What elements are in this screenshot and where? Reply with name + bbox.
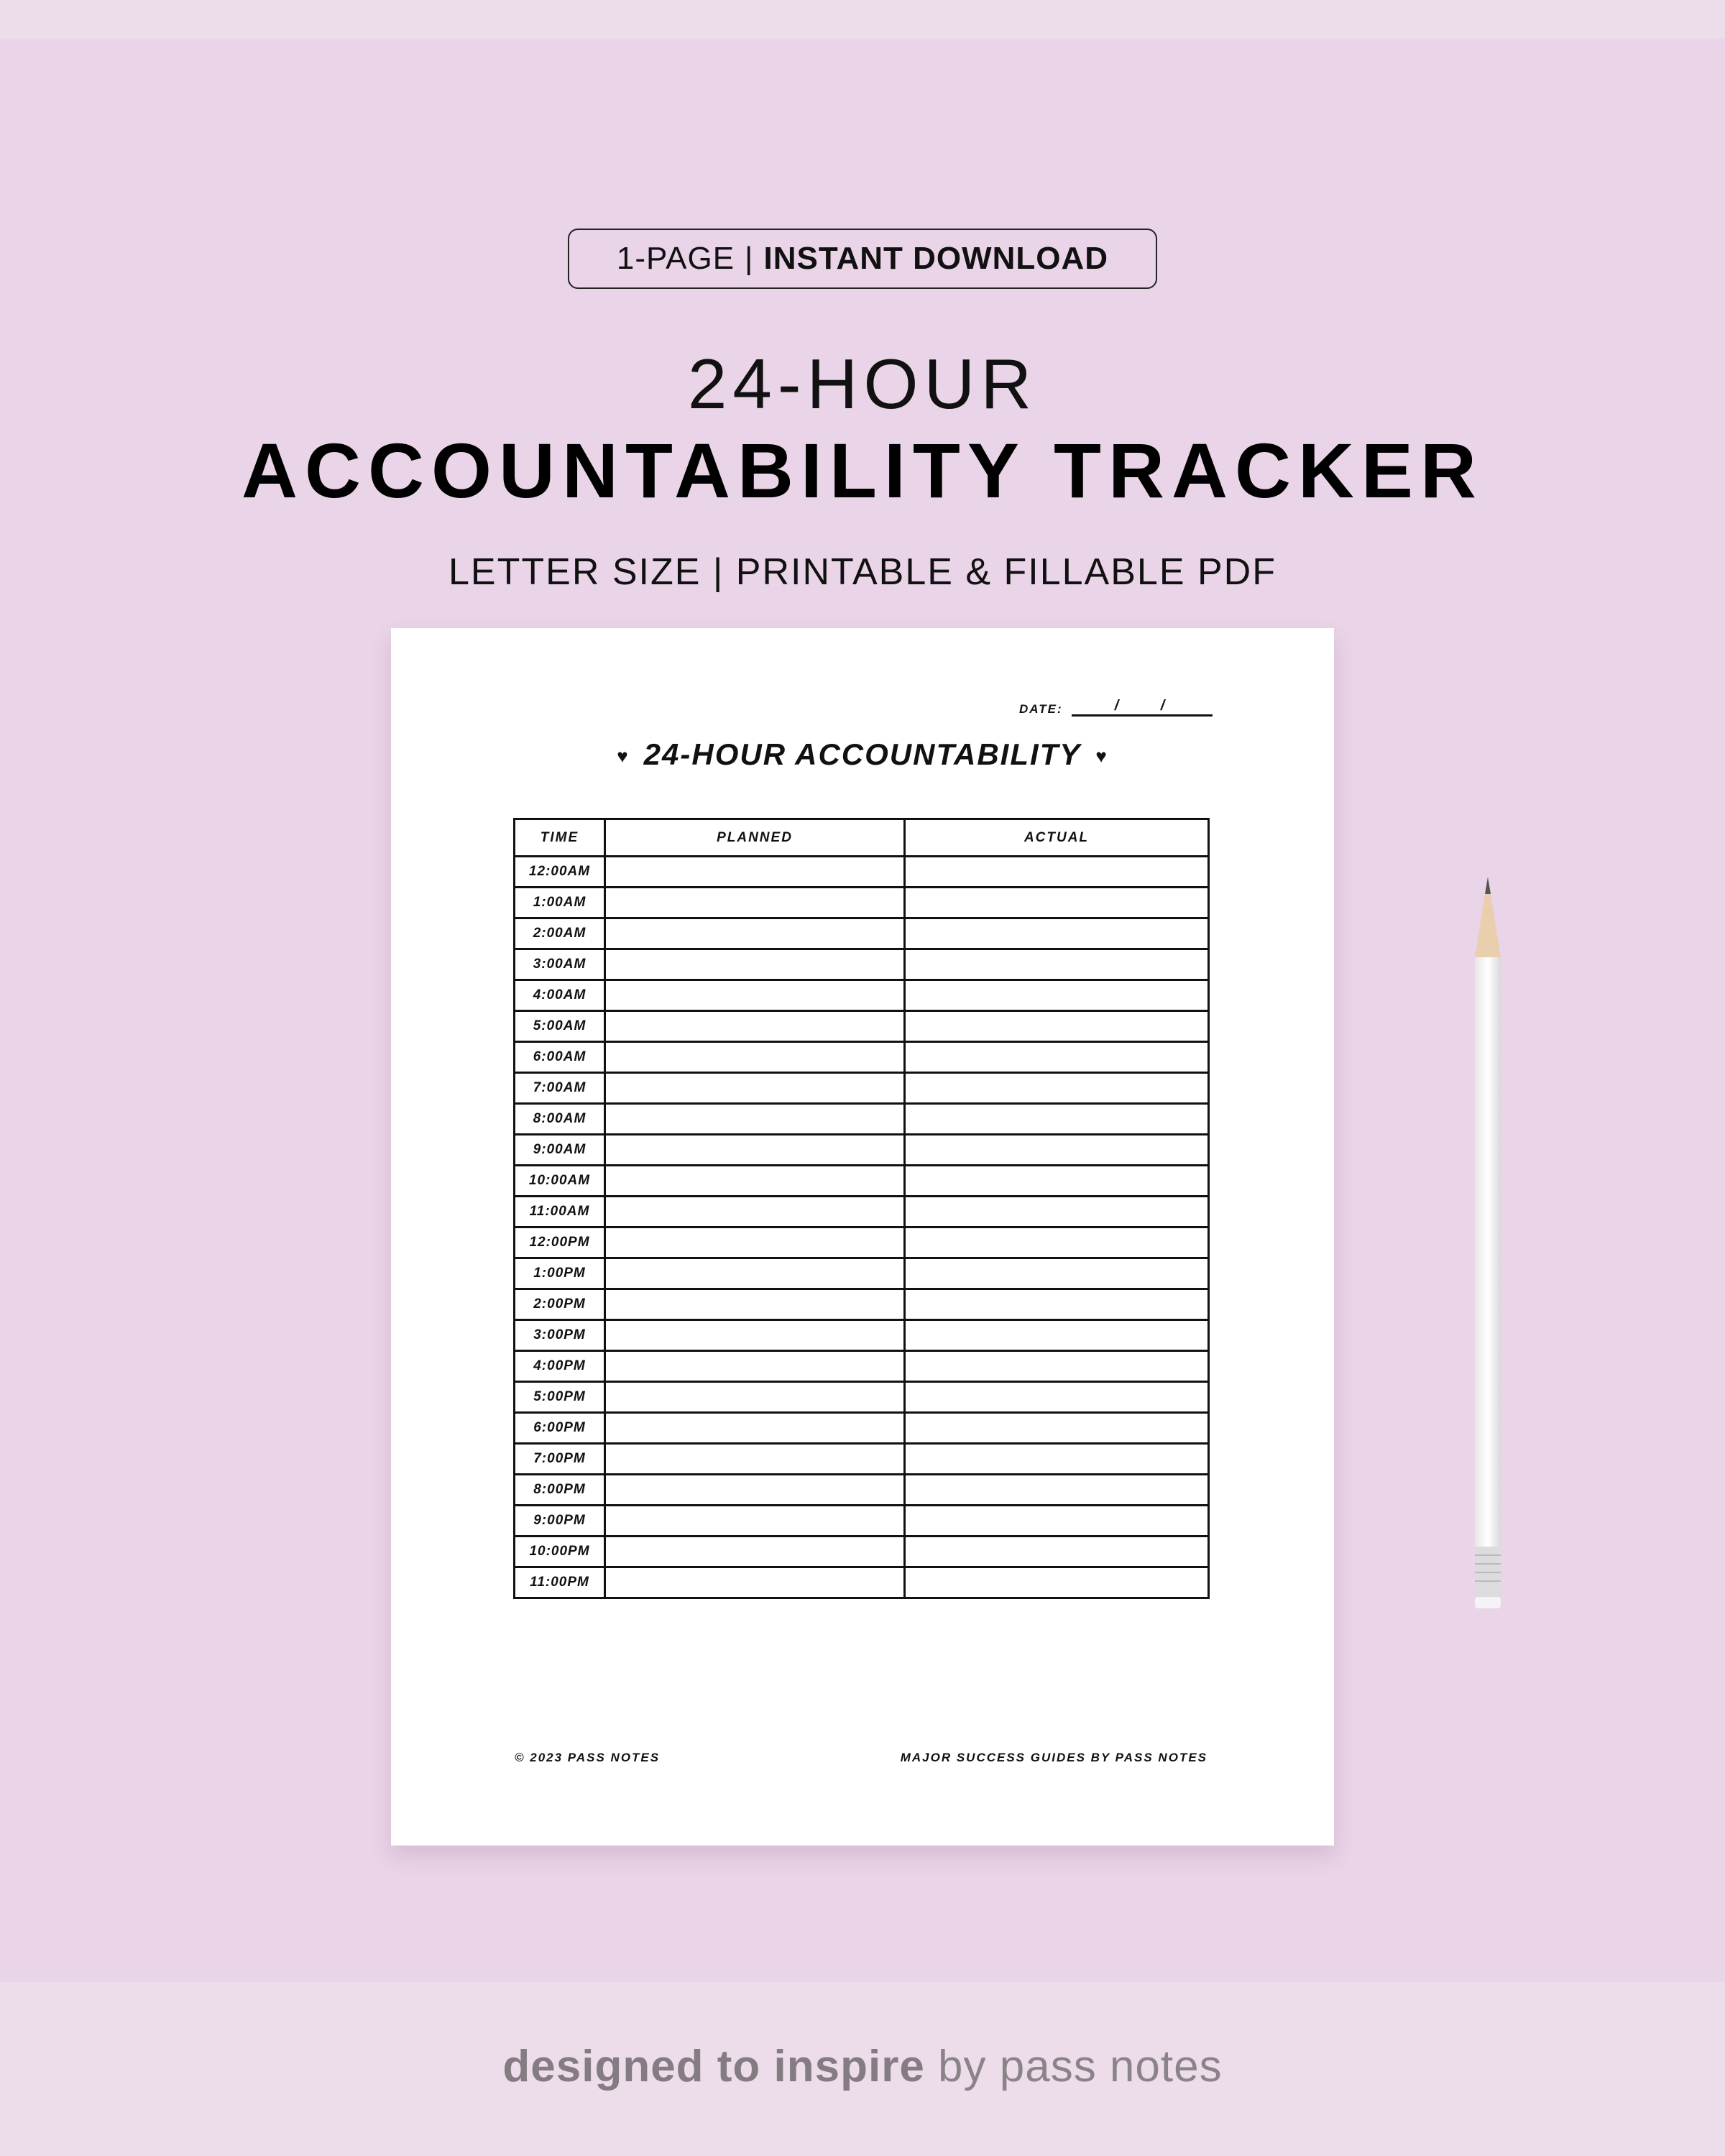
planned-cell[interactable] xyxy=(605,1475,905,1506)
time-cell: 6:00PM xyxy=(515,1413,605,1444)
actual-cell[interactable] xyxy=(905,1537,1209,1567)
time-row xyxy=(515,1475,1209,1506)
actual-cell[interactable] xyxy=(905,1567,1209,1598)
actual-cell[interactable] xyxy=(905,1042,1209,1073)
actual-cell[interactable] xyxy=(905,857,1209,888)
actual-cell[interactable] xyxy=(905,1351,1209,1382)
title-line-1: 24-HOUR xyxy=(687,344,1038,423)
tagline-bold: designed to inspire xyxy=(502,2042,925,2091)
time-row xyxy=(515,1073,1209,1104)
date-separator: / xyxy=(1160,698,1167,714)
badge-pages: 1-PAGE xyxy=(616,241,735,276)
time-row xyxy=(515,1444,1209,1475)
time-cell: 10:00PM xyxy=(515,1537,605,1567)
time-cell: 4:00AM xyxy=(515,980,605,1011)
actual-cell[interactable] xyxy=(905,980,1209,1011)
time-cell: 2:00AM xyxy=(515,918,605,949)
date-separator: / xyxy=(1114,698,1121,714)
planned-cell[interactable] xyxy=(605,1104,905,1135)
planned-cell[interactable] xyxy=(605,980,905,1011)
planned-cell[interactable] xyxy=(605,1197,905,1227)
time-cell: 4:00PM xyxy=(515,1351,605,1382)
time-cell: 11:00PM xyxy=(515,1567,605,1598)
time-row xyxy=(515,1567,1209,1598)
planned-cell[interactable] xyxy=(605,949,905,980)
time-cell: 9:00PM xyxy=(515,1506,605,1537)
actual-cell[interactable] xyxy=(905,1258,1209,1289)
time-row xyxy=(515,1537,1209,1567)
column-header-planned: PLANNED xyxy=(605,819,905,857)
time-cell: 3:00AM xyxy=(515,949,605,980)
actual-cell[interactable] xyxy=(905,1227,1209,1258)
time-row xyxy=(515,857,1209,888)
actual-cell[interactable] xyxy=(905,1166,1209,1197)
planned-cell[interactable] xyxy=(605,857,905,888)
planned-cell[interactable] xyxy=(605,1227,905,1258)
time-row xyxy=(515,1166,1209,1197)
actual-cell[interactable] xyxy=(905,1475,1209,1506)
date-label: DATE: xyxy=(1019,702,1063,716)
time-cell: 8:00PM xyxy=(515,1475,605,1506)
time-row xyxy=(515,1289,1209,1320)
time-cell: 11:00AM xyxy=(515,1197,605,1227)
time-row xyxy=(515,1351,1209,1382)
badge-download: INSTANT DOWNLOAD xyxy=(763,241,1109,276)
time-row xyxy=(515,1135,1209,1166)
heart-icon: ♥ xyxy=(617,745,630,768)
planned-cell[interactable] xyxy=(605,1073,905,1104)
planned-cell[interactable] xyxy=(605,1351,905,1382)
planned-cell[interactable] xyxy=(605,1042,905,1073)
date-line xyxy=(1072,697,1213,717)
time-cell: 1:00AM xyxy=(515,888,605,918)
time-row xyxy=(515,1320,1209,1351)
time-cell: 10:00AM xyxy=(515,1166,605,1197)
time-cell: 8:00AM xyxy=(515,1104,605,1135)
time-cell: 7:00PM xyxy=(515,1444,605,1475)
date-field xyxy=(1019,697,1213,717)
time-cell: 1:00PM xyxy=(515,1258,605,1289)
actual-cell[interactable] xyxy=(905,1289,1209,1320)
time-row xyxy=(515,980,1209,1011)
time-row xyxy=(515,1506,1209,1537)
header-row xyxy=(515,819,1209,857)
planned-cell[interactable] xyxy=(605,918,905,949)
actual-cell[interactable] xyxy=(905,1506,1209,1537)
time-row xyxy=(515,888,1209,918)
planned-cell[interactable] xyxy=(605,1320,905,1351)
time-cell: 3:00PM xyxy=(515,1320,605,1351)
time-row xyxy=(515,949,1209,980)
sheet-heading xyxy=(391,737,1334,772)
series-credit: MAJOR SUCCESS GUIDES BY PASS NOTES xyxy=(900,1751,1208,1764)
time-row xyxy=(515,1258,1209,1289)
actual-cell[interactable] xyxy=(905,1382,1209,1413)
column-header-actual: ACTUAL xyxy=(905,819,1209,857)
time-row xyxy=(515,1413,1209,1444)
planned-cell[interactable] xyxy=(605,1444,905,1475)
copyright: © 2023 PASS NOTES xyxy=(515,1751,661,1764)
planned-cell[interactable] xyxy=(605,1506,905,1537)
time-row xyxy=(515,1042,1209,1073)
format-badge xyxy=(568,229,1157,289)
tracker-body xyxy=(515,857,1209,1598)
time-row xyxy=(515,1011,1209,1042)
heart-icon: ♥ xyxy=(1095,745,1108,768)
planned-cell[interactable] xyxy=(605,1382,905,1413)
brand-tagline xyxy=(0,2041,1725,2092)
actual-cell[interactable] xyxy=(905,1104,1209,1135)
planned-cell[interactable] xyxy=(605,1413,905,1444)
actual-cell[interactable] xyxy=(905,888,1209,918)
planned-cell[interactable] xyxy=(605,1289,905,1320)
time-row xyxy=(515,1227,1209,1258)
subtitle: LETTER SIZE | PRINTABLE & FILLABLE PDF xyxy=(448,551,1276,593)
planned-cell[interactable] xyxy=(605,1567,905,1598)
pencil-icon xyxy=(1473,877,1502,1610)
tagline-rest: by pass notes xyxy=(924,2042,1223,2091)
badge-separator: | xyxy=(745,241,754,276)
tracker-table xyxy=(513,818,1210,1599)
planned-cell[interactable] xyxy=(605,1135,905,1166)
actual-cell[interactable] xyxy=(905,1011,1209,1042)
time-cell: 12:00AM xyxy=(515,857,605,888)
actual-cell[interactable] xyxy=(905,918,1209,949)
actual-cell[interactable] xyxy=(905,1135,1209,1166)
actual-cell[interactable] xyxy=(905,1320,1209,1351)
time-cell: 6:00AM xyxy=(515,1042,605,1073)
time-cell: 12:00PM xyxy=(515,1227,605,1258)
sheet-heading-text: 24-HOUR ACCOUNTABILITY xyxy=(643,737,1082,771)
column-header-time: TIME xyxy=(515,819,605,857)
planned-cell[interactable] xyxy=(605,1537,905,1567)
time-cell: 2:00PM xyxy=(515,1289,605,1320)
time-cell: 7:00AM xyxy=(515,1073,605,1104)
planned-cell[interactable] xyxy=(605,1011,905,1042)
time-cell: 9:00AM xyxy=(515,1135,605,1166)
actual-cell[interactable] xyxy=(905,1413,1209,1444)
title-line-2: ACCOUNTABILITY TRACKER xyxy=(242,427,1484,514)
time-row xyxy=(515,1382,1209,1413)
time-row xyxy=(515,1104,1209,1135)
actual-cell[interactable] xyxy=(905,1444,1209,1475)
planned-cell[interactable] xyxy=(605,888,905,918)
time-cell: 5:00AM xyxy=(515,1011,605,1042)
printable-sheet xyxy=(391,628,1334,1846)
actual-cell[interactable] xyxy=(905,1197,1209,1227)
top-strip xyxy=(0,0,1725,39)
planned-cell[interactable] xyxy=(605,1258,905,1289)
actual-cell[interactable] xyxy=(905,1073,1209,1104)
actual-cell[interactable] xyxy=(905,949,1209,980)
time-cell: 5:00PM xyxy=(515,1382,605,1413)
time-row xyxy=(515,918,1209,949)
time-row xyxy=(515,1197,1209,1227)
planned-cell[interactable] xyxy=(605,1166,905,1197)
